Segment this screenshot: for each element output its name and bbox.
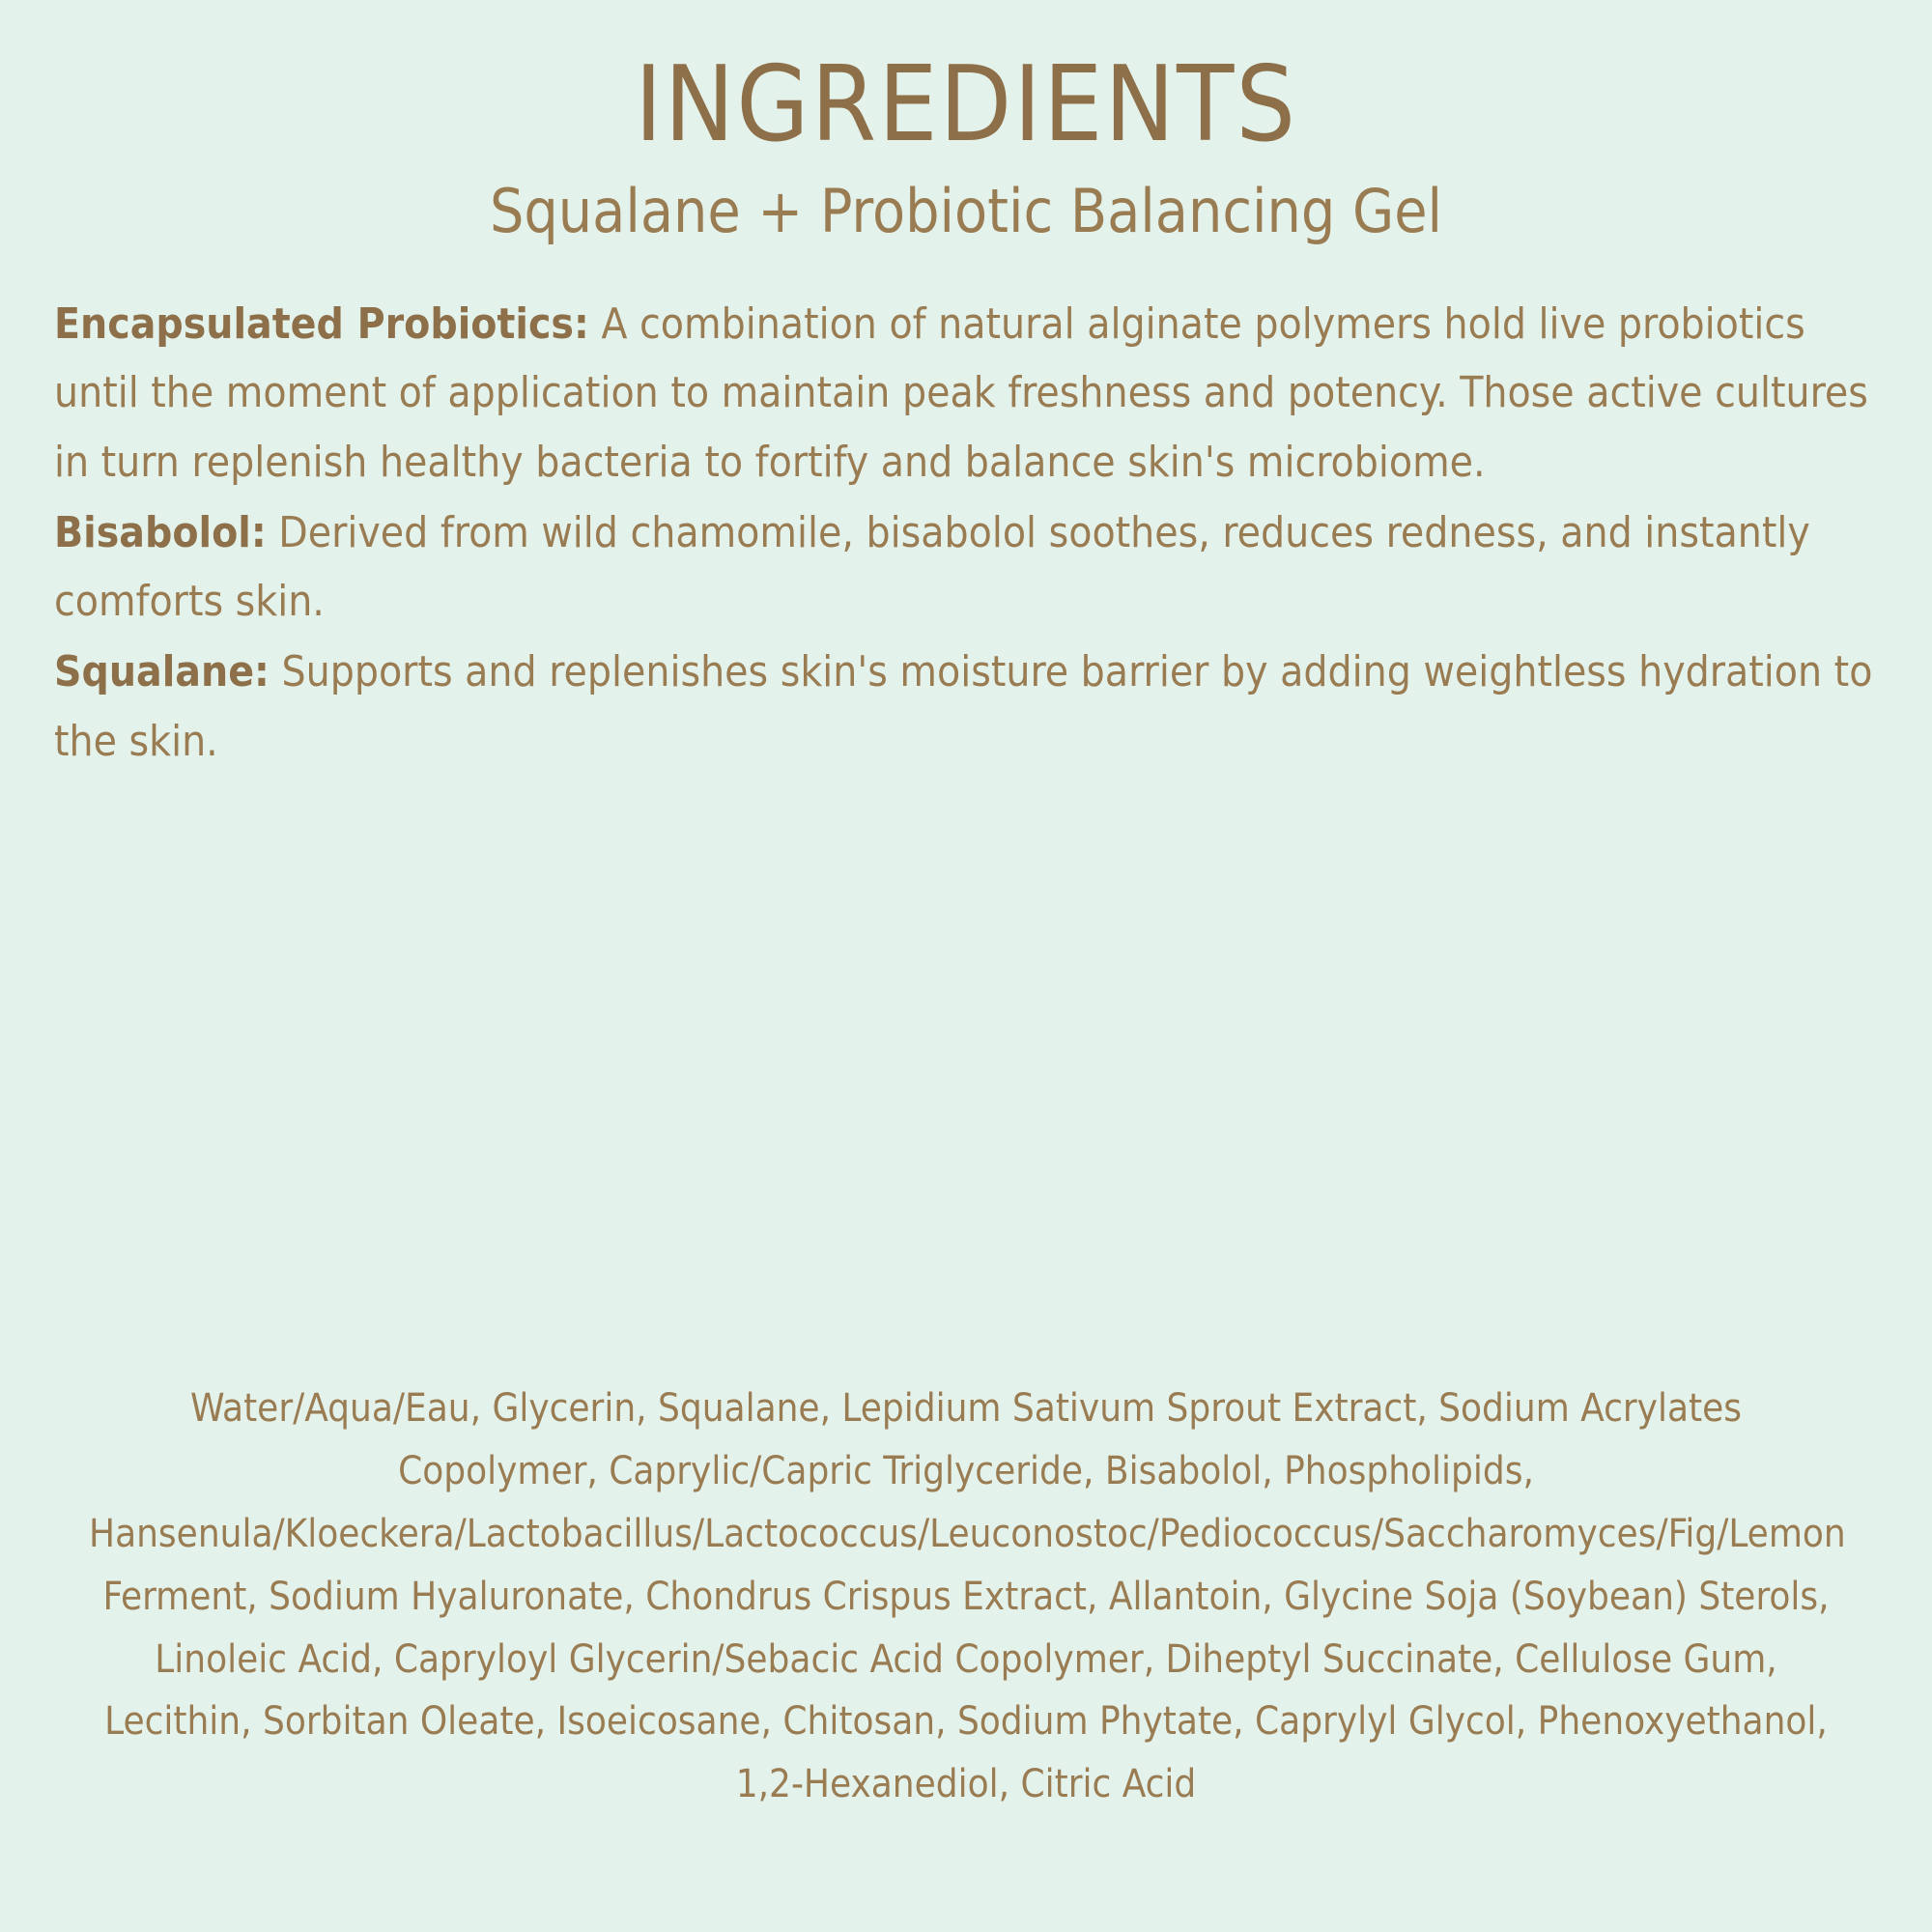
benefit-description: Supports and replenishes skin's moisture barrier by adding weightless hydration to the skin. — [54, 647, 1873, 766]
benefit-name: Encapsulated Probiotics: — [54, 299, 589, 350]
benefit-name: Bisabolol: — [54, 507, 267, 557]
benefit-item — [54, 290, 1878, 497]
layout-spacer — [50, 778, 1882, 1378]
benefit-item — [54, 498, 1878, 637]
benefit-name: Squalane: — [54, 647, 270, 697]
benefits-list — [50, 290, 1882, 778]
product-name: Squalane + Probiotic Balancing Gel — [489, 175, 1443, 246]
benefit-item — [54, 638, 1878, 776]
benefit-description: A combination of natural alginate polymers hold live probiotics until the moment of application to maintain peak freshness and potency. Those active cultures in turn replenish healthy bacteria to fortify and balance skin's microbiome. — [54, 299, 1868, 487]
full-ingredient-list: Water/Aqua/Eau, Glycerin, Squalane, Lepidium Sativum Sprout Extract, Sodium Acrylates Copolymer, Caprylic/Capric Triglyceride, Bisabolol, Phospholipids, Hansenula/Kloeckera/Lactobacillus/Lactococcus/Leuconostoc/Pediococcus/Saccharomyces/Fig/Lemon Ferment, Sodium Hyaluronate, Chondrus Crispus Extract, Allantoin, Glycine Soja (Soybean) Sterols, Linoleic Acid, Capryloyl Glycerin/Sebacic Acid Copolymer, Diheptyl Succinate, Cellulose Gum, Lecithin, Sorbitan Oleate, Isoeicosane, Chitosan, Sodium Phytate, Caprylyl Glycol, Phenoxyethanol, 1,2-Hexanediol, Citric Acid — [89, 1386, 1846, 1807]
page-title: INGREDIENTS — [634, 44, 1298, 165]
benefit-description: Derived from wild chamomile, bisabolol soothes, reduces redness, and instantly comforts skin. — [54, 507, 1810, 627]
